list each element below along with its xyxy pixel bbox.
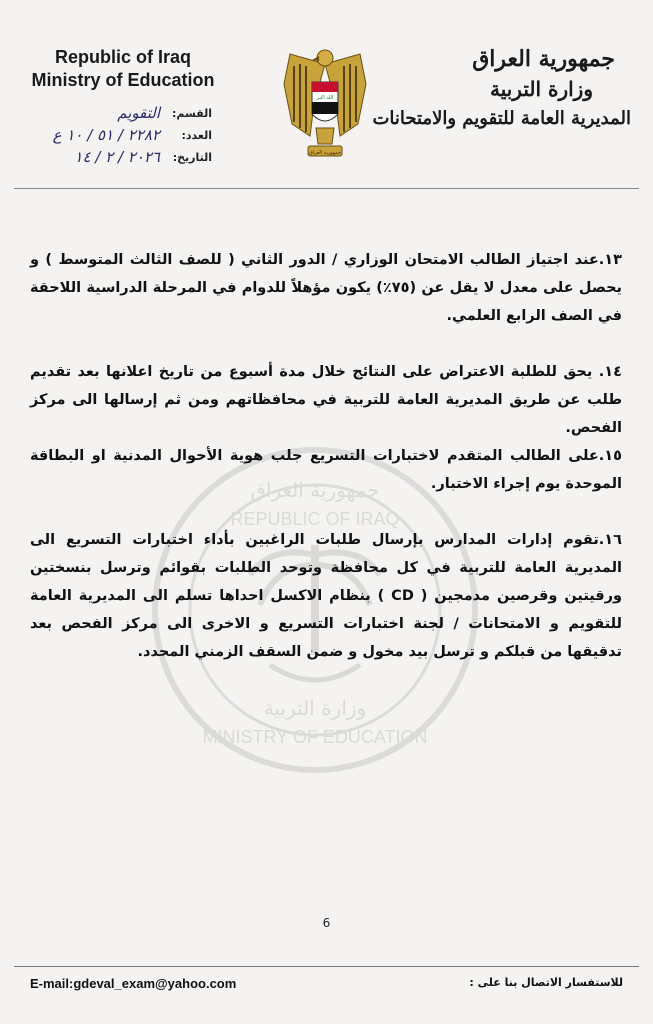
number-value: ٢٢٨٢ / ٥١ / ١٠ ع [52,126,160,144]
svg-text:الله اكبر: الله اكبر [316,95,334,101]
iraq-eagle-emblem-icon [282,44,368,166]
page-number: 6 [322,916,331,930]
header-english [18,46,228,92]
section-row [22,102,212,124]
clause-16: ١٦.تقوم إدارات المدارس بإرسال طلبات الراغبين بأداء اختبارات التسريع الى المديرية العامة للتربية في كل محافظة وتوحد الطلبات بقوائم وترسل بنسختين ورقيتين وقرصين مدمجين ( CD ) بنظام الاكسل احداها تسلم الى المديرية العامة للتقويم و الامتحانات / لجنة اختبارات التسريع و الاخرى الى مركز الفحص بعد تدقيقها من قبلكم و ترسل بيد مخول و ضمن السقف الزمني المحدد. [30,532,623,660]
clause-15: ١٥.على الطالب المتقدم لاختبارات التسريع جلب هوية الأحوال المدنية او البطاقة الموحدة يوم إجراء الاختبار. [30,448,622,492]
date-row [22,146,212,168]
number-row [22,124,212,146]
section-label: القسم: [171,106,212,120]
header-ar-country: جمهورية العراق [472,46,615,72]
header-ar-directorate: المديرية العامة للتقويم والامتحانات [372,108,631,129]
date-label: التاريخ: [172,150,212,164]
watermark-ar-bottom-text: وزارة التربية [263,696,367,720]
footer-contact-label: للاستفسار الاتصال بنا على : [469,976,623,989]
header-divider [14,188,639,189]
header-arabic [372,44,631,134]
clause-13: ١٣.عند اجتياز الطالب الامتحان الوزاري / الدور الثاني ( للصف الثالث المتوسط ) و يحصل على معدل لا يقل عن (٧٥٪) يكون مؤهلاً للدوام في المرحلة الدراسية اللاحقة في الصف الرابع العلمي. [30,252,622,324]
watermark-top-text: جمهورية العراق [250,478,380,502]
footer-email: E-mail:gdeval_exam@yahoo.com [30,976,237,991]
watermark-mid-text: REPUBLIC OF IRAQ [230,509,400,529]
emblem-scroll-text: جمهورية العراق [308,150,342,156]
reference-block [22,102,212,168]
clause-14: ١٤. يحق للطلبة الاعتراض على النتائج خلال مدة أسبوع من تاريخ اعلانها بعد تقديم طلب عن طريق المديرية العامة للتربية في محافظاتهم ومن ثم إرسالها الى مركز الفحص. [30,364,622,436]
header-en-country: Republic of Iraq [54,47,191,67]
watermark-bottom-text: MINISTRY OF EDUCATION [202,727,428,747]
date-value: ٢٠٢٦ / ٢ / ١٤ [74,148,160,166]
header-en-ministry: Ministry of Education [31,70,215,90]
section-value: التقويم [117,104,160,122]
footer-divider [14,966,639,967]
number-label: العدد: [181,128,212,142]
header-ar-ministry: وزارة التربية [489,77,593,101]
